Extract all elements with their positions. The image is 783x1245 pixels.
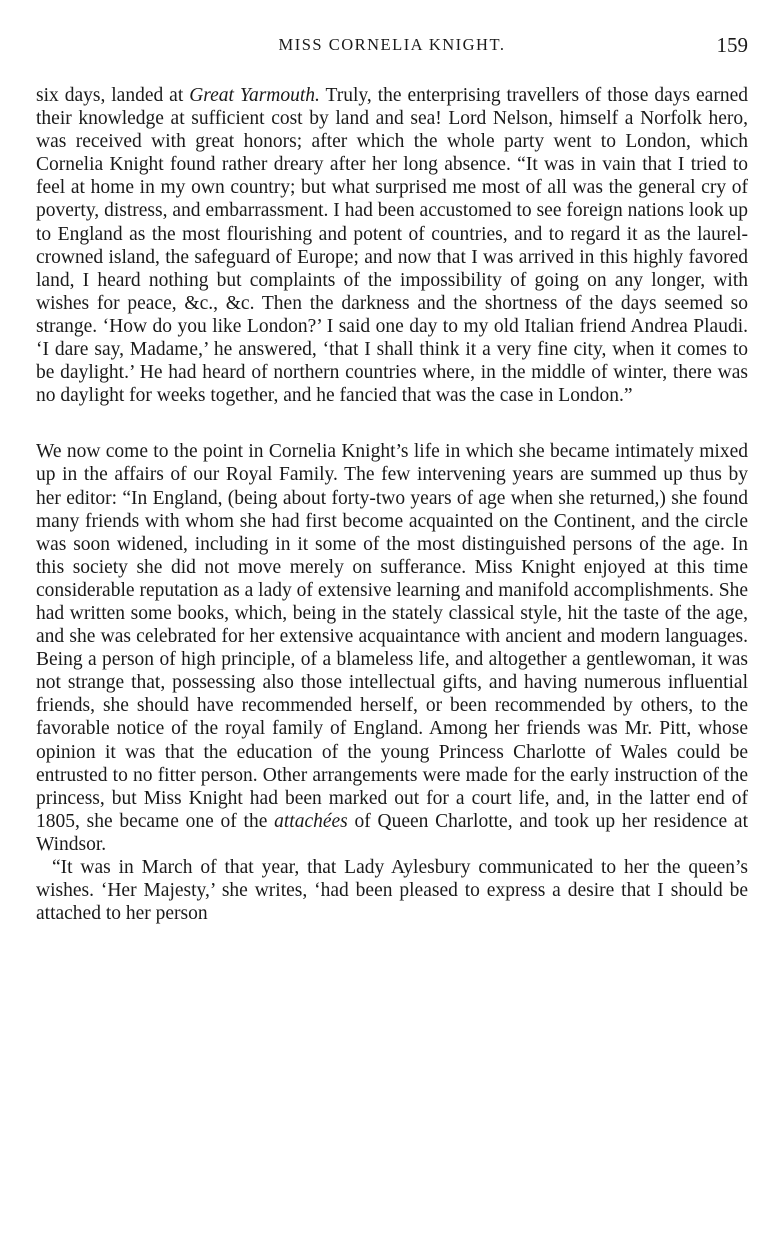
paragraph-1 xyxy=(36,84,748,407)
paragraph-2-italic-term: attachées xyxy=(274,810,348,832)
paragraph-3-text: “It was in March of that year, that Lady Aylesbury communicated to her the queen’s wishes. ‘Her Majesty,’ she writes, ‘had been pleased to express a desire that I should be attached to her person xyxy=(36,857,748,925)
running-title: MISS CORNELIA KNIGHT. xyxy=(278,35,506,54)
paragraph-2 xyxy=(36,440,748,856)
running-head xyxy=(36,30,748,60)
paragraph-2-text-a: We now come to the point in Cornelia Knight’s life in which she became intimately mixed up in the affairs of our Royal Family. The few intervening years are summed up thus by her editor: “In England, (being about forty-two years of age when she returned,) she found many friends with whom she had first become acquainted on the Continent, and the circle was soon widened, including in it some of the most distinguished persons of the age. In this society she did not move merely on sufferance. Miss Knight enjoyed at this time considerable reputation as a lady of extensive learning and manifold accomplishments. She had written some books, which, being in the stately classical style, hit the taste of the age, and she was celebrated for her extensive acquaintance with ancient and modern languages. Being a person of high principle, of a blameless life, and altogether a gentlewoman, it was not strange that, possessing also those intellectual gifts, and having numerous influential friends, she should have recommended herself, or been recommended by others, to the favorable notice of the royal family of England. Among her friends was Mr. Pitt, whose opinion it was that the education of the young Princess Charlotte of Wales could be entrusted to no fitter person. Other arrangements were made for the early instruction of the princess, but Miss Knight had been marked out for a court life, and, in the latter end of 1805, she became one of the xyxy=(36,441,748,832)
paragraph-2-text-b: of Queen Charlotte, and took up her residence at Windsor. xyxy=(36,810,748,855)
paragraph-1-italic-place: Great Yarmouth. xyxy=(189,85,320,106)
page-number: 159 xyxy=(716,33,748,57)
paragraph-3 xyxy=(36,856,748,925)
book-page xyxy=(36,30,748,925)
paragraph-1-text-a: six days, landed at xyxy=(36,85,190,106)
paragraph-1-text-b: Truly, the enterprising travellers of those days earned their knowledge at sufficient cost by land and sea! Lord Nelson, himself a Norfolk hero, was received with great honors; after which the whole party went to London, which Cornelia Knight found rather dreary after her long absence. “It was in vain that I tried to feel at home in my own country; but what surprised me most of all was the general cry of poverty, distress, and embarrassment. I had been accustomed to see foreign nations look up to England as the most flourishing and potent of countries, and to regard it as the laurel-crowned island, the safeguard of Europe; and now that I was arrived in this highly favored land, I heard nothing but complaints of the impossibility of going on any longer, with wishes for peace, &c., &c. Then the darkness and the shortness of the days seemed so strange. ‘How do you like London?’ I said one day to my old Italian friend Andrea Plaudi. ‘I dare say, Madame,’ he answered, ‘that I shall think it a very fine city, when it comes to be daylight.’ He had heard of northern countries where, in the middle of winter, there was no daylight for weeks together, and he fancied that was the case in London.” xyxy=(36,85,748,407)
